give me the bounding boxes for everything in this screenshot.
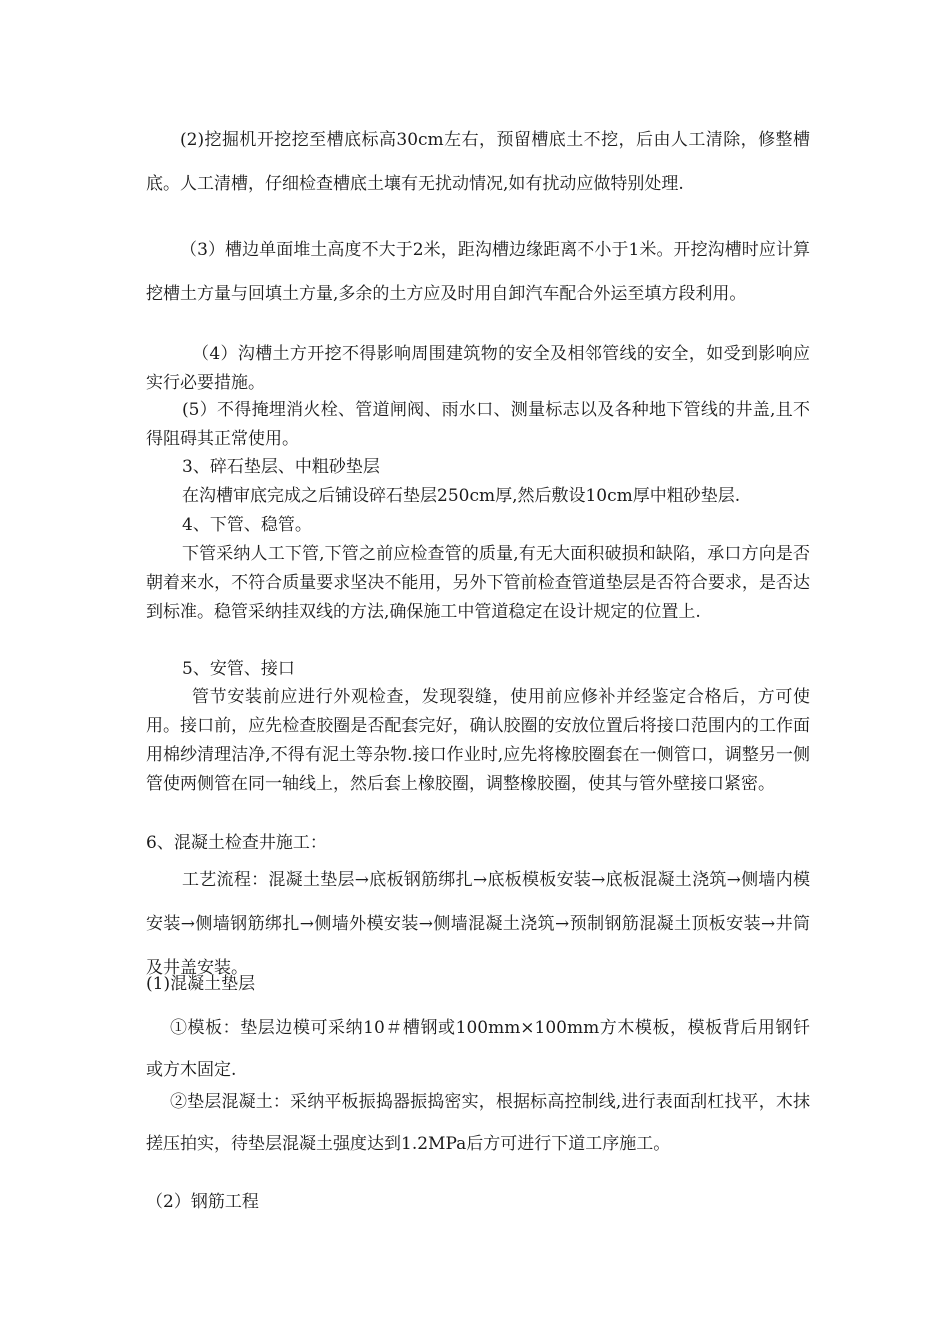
- heading-inspection-well: 6、混凝土检查井施工：: [146, 833, 327, 853]
- heading-pipe-laying: 4、下管、稳管。: [182, 515, 312, 535]
- heading-rebar-works: （2）钢筋工程: [146, 1192, 259, 1212]
- paragraph-formwork: ①模板：垫层边模可采纳10＃槽钢或100mm×100mm方木模板，模板背后用钢钎或方木固定.: [146, 1018, 810, 1080]
- paragraph-excavation-3: （3）槽边单面堆土高度不大于2米，距沟槽边缘距离不小于1米。开挖沟槽时应计算挖槽土方量与回填土方量,多余的土方应及时用自卸汽车配合外运至填方段利用。: [146, 240, 810, 304]
- paragraph-excavation-5: (5）不得掩埋消火栓、管道闸阀、雨水口、测量标志以及各种地下管线的井盖,且不得阻碍其正常使用。: [146, 400, 810, 449]
- paragraph-excavation-4: （4）沟槽土方开挖不得影响周围建筑物的安全及相邻管线的安全，如受到影响应实行必要措施。: [146, 344, 810, 393]
- paragraph-gravel-cushion: 在沟槽审底完成之后铺设碎石垫层250cm厚,然后敷设10cm厚中粗砂垫层.: [182, 486, 741, 506]
- heading-concrete-cushion: (1)混凝土垫层: [146, 974, 256, 994]
- heading-gravel-cushion: 3、碎石垫层、中粗砂垫层: [182, 457, 380, 477]
- paragraph-excavation-2: (2)挖掘机开挖挖至槽底标高30cm左右，预留槽底土不挖，后由人工清除，修整槽底。人工清槽，仔细检查槽底土壤有无扰动情况,如有扰动应做特别处理.: [146, 130, 810, 194]
- paragraph-cushion-concrete: ②垫层混凝土：采纳平板振捣器振捣密实，根据标高控制线,进行表面刮杠找平，木抹搓压拍实，待垫层混凝土强度达到1.2MPa后方可进行下道工序施工。: [146, 1092, 810, 1154]
- paragraph-pipe-laying: 下管采纳人工下管,下管之前应检查管的质量,有无大面积破损和缺陷，承口方向是否朝着来水，不符合质量要求坚决不能用，另外下管前检查管道垫层是否符合要求，是否达到标准。稳管采纳挂双线的方法,确保施工中管道稳定在设计规定的位置上.: [146, 544, 810, 622]
- heading-pipe-joint: 5、安管、接口: [182, 659, 295, 679]
- paragraph-process-flow: 工艺流程：混凝土垫层→底板钢筋绑扎→底板模板安装→底板混凝土浇筑→侧墙内模安装→侧墙钢筋绑扎→侧墙外模安装→侧墙混凝土浇筑→预制钢筋混凝土顶板安装→井筒及井盖安装。: [146, 870, 810, 978]
- paragraph-pipe-joint: 管节安装前应进行外观检查，发现裂缝，使用前应修补并经鉴定合格后，方可使用。接口前，应先检查胶圈是否配套完好，确认胶圈的安放位置后将接口范围内的工作面用棉纱清理洁净,不得有泥土等杂物.接口作业时,应先将橡胶圈套在一侧管口，调整另一侧管使两侧管在同一轴线上，然后套上橡胶圈，调整橡胶圈，使其与管外壁接口紧密。: [146, 687, 810, 794]
